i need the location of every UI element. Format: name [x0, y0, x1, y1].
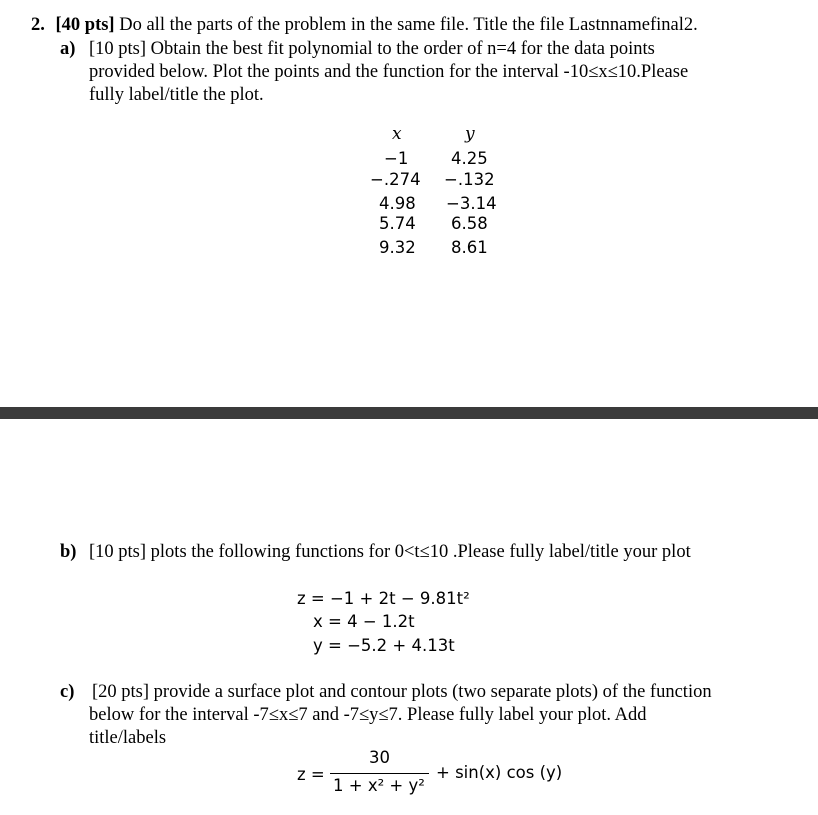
equation-x: x = 4 − 1.2t — [313, 612, 415, 631]
problem-header — [31, 14, 698, 37]
part-b-label: b) — [60, 542, 77, 562]
part-c-line-2: below for the interval -7≤x≤7 and -7≤y≤7. Please fully label your plot. Add — [89, 705, 647, 725]
problem-number: 2. — [31, 15, 45, 35]
problem-points: [40 pts] — [55, 15, 115, 35]
table-cell-x: 4.98 — [379, 194, 416, 213]
page-divider — [0, 407, 818, 419]
table-cell-y: 8.61 — [451, 238, 488, 257]
table-cell-x: −.274 — [370, 170, 421, 189]
part-a-label: a) — [60, 39, 76, 59]
part-c-label: c) — [60, 682, 75, 702]
table-header-y: y — [465, 124, 475, 144]
equation-y: y = −5.2 + 4.13t — [313, 636, 455, 655]
equation-z: z = −1 + 2t − 9.81t² — [297, 589, 470, 608]
table-cell-y: −3.14 — [446, 194, 497, 213]
problem-intro: Do all the parts of the problem in the same file. Title the file Lastnnamefinal2. — [114, 15, 698, 35]
fraction-bar — [330, 773, 429, 774]
part-c-line-3: title/labels — [89, 728, 167, 748]
part-c-line-1: [20 pts] provide a surface plot and contour plots (two separate plots) of the function — [92, 682, 712, 702]
table-cell-x: 5.74 — [379, 214, 416, 233]
table-cell-y: 6.58 — [451, 214, 488, 233]
fraction-denominator: 1 + x² + y² — [333, 776, 425, 795]
equation-lhs: z = — [297, 765, 325, 784]
table-cell-y: −.132 — [444, 170, 495, 189]
fraction-numerator: 30 — [369, 748, 390, 767]
table-cell-x: 9.32 — [379, 238, 416, 257]
part-a-line-1: [10 pts] Obtain the best fit polynomial to the order of n=4 for the data points — [89, 39, 655, 59]
part-a-line-3: fully label/title the plot. — [89, 85, 264, 105]
part-b-line-1: [10 pts] plots the following functions for 0<t≤10 .Please fully label/title your plot — [89, 542, 691, 562]
table-cell-y: 4.25 — [451, 149, 488, 168]
equation-rhs: + sin(x) cos (y) — [436, 763, 563, 782]
table-cell-x: −1 — [384, 149, 409, 168]
part-a-line-2: provided below. Plot the points and the function for the interval -10≤x≤10.Please — [89, 62, 689, 82]
table-header-x: x — [392, 124, 402, 144]
